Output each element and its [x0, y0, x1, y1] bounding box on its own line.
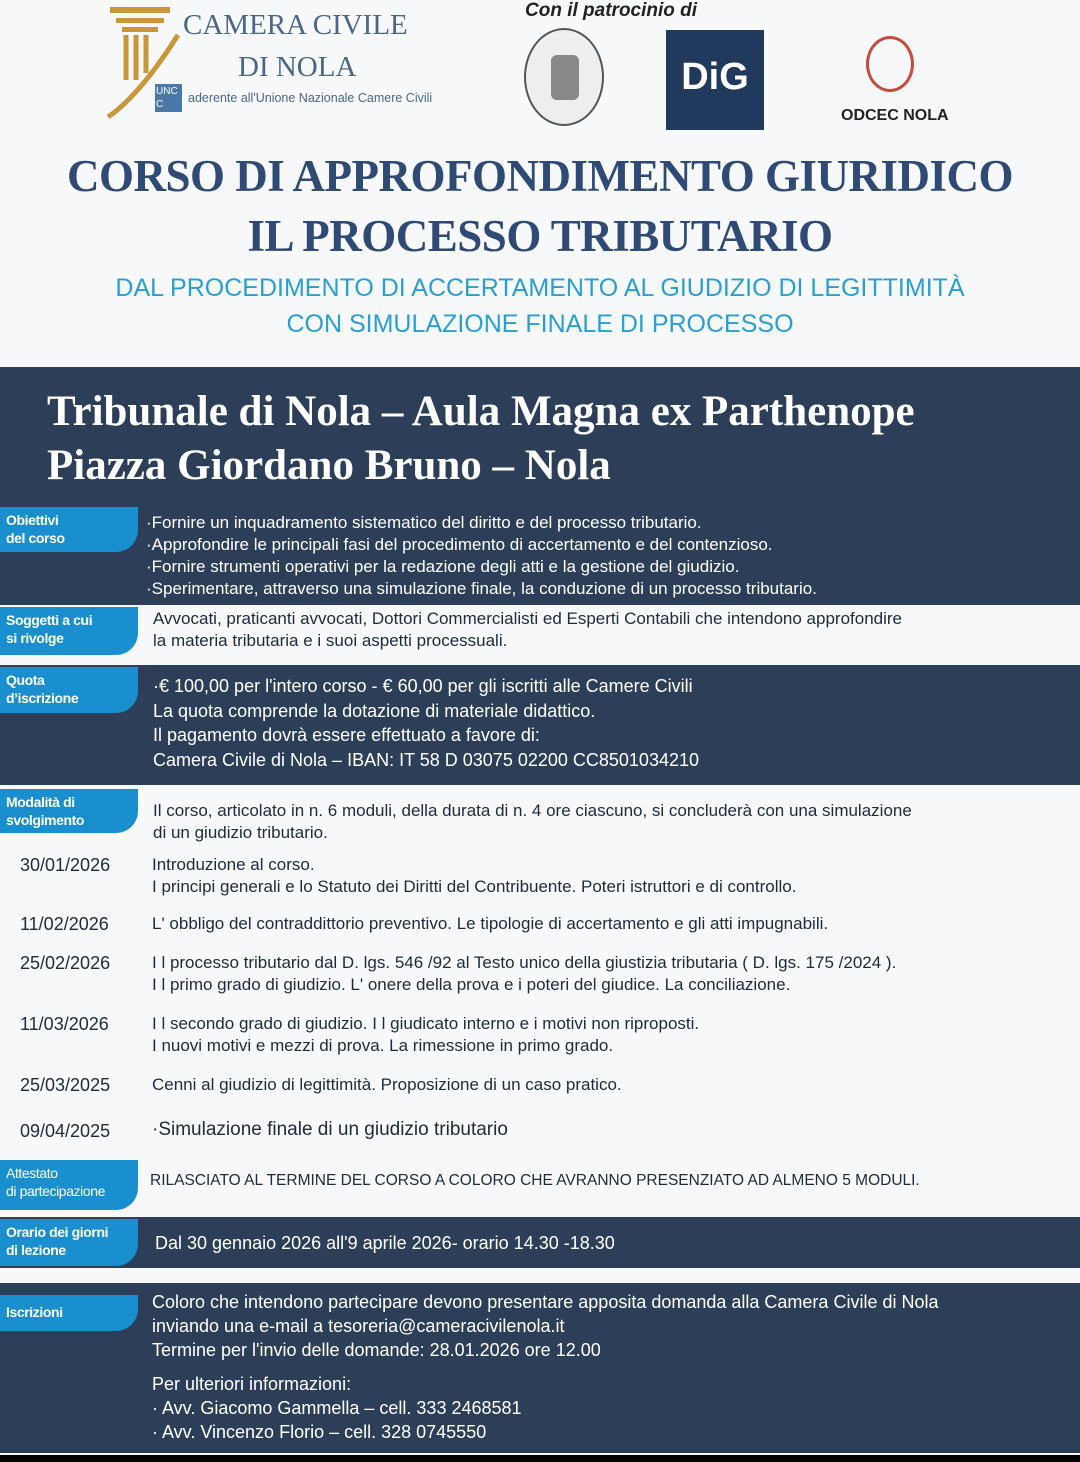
text-line: ·Approfondire le principali fasi del procedimento di accertamento e del contenzioso. [146, 535, 773, 554]
label-text: di partecipazione [6, 1183, 106, 1199]
text-line: Cenni al giudizio di legittimità. Proposizione di un caso pratico. [152, 1075, 622, 1094]
text-line: Coloro che intendono partecipare devono presentare apposita domanda alla Camera Civile di Nola [152, 1292, 939, 1312]
schedule-date: 30/01/2026 [20, 855, 111, 875]
label-attestato [0, 1160, 138, 1210]
schedule-date: 11/03/2026 [20, 1014, 109, 1034]
schedule-topic [152, 1013, 1072, 1057]
contact-line: · Avv. Giacomo Gammella – cell. 333 2468581 [152, 1398, 522, 1418]
subtitle-line2: CON SIMULAZIONE FINALE DI PROCESSO [286, 310, 794, 338]
dig-logo: DiG [666, 30, 764, 130]
uncc-text: aderente all'Unione Nazionale Camere Civili [188, 91, 433, 105]
label-obiettivi [0, 507, 138, 552]
text-line: La quota comprende la dotazione di materiale didattico. [153, 700, 596, 721]
odcec-emblem-icon [866, 36, 914, 92]
text-line: ·Simulazione finale di un giudizio tributario [152, 1119, 508, 1140]
odcec-label: ODCEC NOLA [841, 107, 949, 124]
label-text: Modalità di [6, 794, 75, 810]
text-line: ·Sperimentare, attraverso una simulazione finale, la conduzione di un processo tributario. [146, 579, 817, 598]
venue-line2: Piazza Giordano Bruno – Nola [47, 442, 611, 489]
text-line: Introduzione al corso. [152, 855, 315, 874]
schedule-date: 25/03/2025 [20, 1075, 111, 1095]
org-name-line1: CAMERA CIVILE [183, 9, 408, 41]
soggetti-text [153, 608, 1073, 652]
attestato-text: RILASCIATO AL TERMINE DEL CORSO A COLORO CHE AVRANNO PRESENZIATO AD ALMENO 5 MODULI. [150, 1172, 920, 1189]
bottom-border [0, 1455, 1080, 1462]
schedule-topic [152, 1074, 1072, 1096]
text-line: Avvocati, praticanti avvocati, Dottori Commercialisti ed Esperti Contabili che intendono approfondire [153, 609, 903, 628]
uncc-badge: UNCC [155, 84, 182, 112]
orario-text: Dal 30 gennaio 2026 all'9 aprile 2026- orario 14.30 -18.30 [155, 1233, 615, 1253]
text-line: I principi generali e lo Statuto dei Diritti del Contribuente. Poteri istruttori e di controllo. [152, 877, 797, 896]
text-line: ·€ 100,00 per l'intero corso - € 60,00 per gli iscritti alle Camere Civili [153, 676, 693, 696]
patronage-label: Con il patrocinio di [525, 0, 698, 21]
text-line: Termine per l'invio delle domande: 28.01.2026 ore 12.00 [152, 1340, 601, 1360]
schedule-topic [152, 854, 1072, 898]
text-line: I l processo tributario dal D. lgs. 546 /92 al Testo unico della giustizia tributaria ( D. lgs. 175 /2024 ). [152, 953, 897, 972]
label-soggetti [0, 607, 138, 655]
schedule-topic [152, 913, 1072, 935]
course-title-line2: IL PROCESSO TRIBUTARIO [247, 211, 833, 261]
schedule-topic [152, 952, 1072, 996]
text-line: la materia tributaria e i suoi aspetti processuali. [153, 631, 508, 650]
text-line: I l secondo grado di giudizio. I l giudicato interno e i motivi non riproposti. [152, 1014, 700, 1033]
label-text: Obiettivi [6, 512, 59, 528]
label-text: Iscrizioni [6, 1304, 63, 1320]
label-text: di lezione [6, 1242, 66, 1258]
text-line: L' obbligo del contraddittorio preventivo. Le tipologie di accertamento e gli atti impugnabili. [152, 914, 829, 933]
org-name-line2: DI NOLA [238, 51, 357, 83]
contact-line: · Avv. Vincenzo Florio – cell. 328 0745550 [152, 1422, 487, 1442]
label-text: del corso [6, 530, 65, 546]
schedule-date: 09/04/2025 [20, 1121, 111, 1141]
label-text: d’iscrizione [6, 690, 79, 706]
label-text: si rivolge [6, 630, 64, 646]
text-line: Camera Civile di Nola – IBAN: IT 58 D 03075 02200 CC8501034210 [153, 749, 699, 770]
quota-text [153, 674, 1073, 772]
email-line[interactable]: inviando una e-mail a tesoreria@cameracivilenola.it [152, 1316, 565, 1336]
text-line: di un giudizio tributario. [153, 823, 328, 842]
label-text: svolgimento [6, 812, 85, 828]
course-title-line1: CORSO DI APPROFONDIMENTO GIURIDICO [67, 151, 1013, 201]
schedule-date: 11/02/2026 [20, 914, 109, 934]
text-line: ·Fornire un inquadramento sistematico del diritto e del processo tributario. [146, 513, 702, 532]
subtitle-line1: DAL PROCEDIMENTO DI ACCERTAMENTO AL GIUDIZIO DI LEGITTIMITÀ [115, 274, 965, 302]
schedule-topic [152, 1119, 1072, 1141]
text-line: Il corso, articolato in n. 6 moduli, della durata di n. 4 ore ciascuno, si concluderà con una simulazione [153, 801, 912, 820]
iscrizioni-text [152, 1290, 1072, 1444]
label-text: Soggetti a cui [6, 612, 93, 628]
label-modalita [0, 789, 138, 833]
text-line: Il pagamento dovrà essere effettuato a favore di: [153, 725, 540, 745]
modalita-text [153, 800, 1073, 844]
venue-line1: Tribunale di Nola – Aula Magna ex Parthenope [47, 388, 915, 435]
schedule-date: 25/02/2026 [20, 953, 111, 973]
text-line: ·Fornire strumenti operativi per la redazione degli atti e la gestione del giudizio. [146, 557, 740, 576]
label-text: Quota [6, 672, 45, 688]
obiettivi-text [146, 512, 1066, 600]
text-line: I l primo grado di giudizio. L' onere della prova e i poteri del giudice. La conciliazione. [152, 975, 791, 994]
info-title: Per ulteriori informazioni: [152, 1374, 352, 1394]
label-text: Orario dei giorni [6, 1224, 109, 1240]
label-orario [0, 1219, 138, 1266]
label-iscrizioni [0, 1295, 138, 1331]
bar-association-seal-icon [524, 28, 604, 126]
text-line: I nuovi motivi e mezzi di prova. La rimessione in primo grado. [152, 1036, 614, 1055]
label-text: Attestato [6, 1165, 58, 1181]
label-quota [0, 667, 138, 713]
